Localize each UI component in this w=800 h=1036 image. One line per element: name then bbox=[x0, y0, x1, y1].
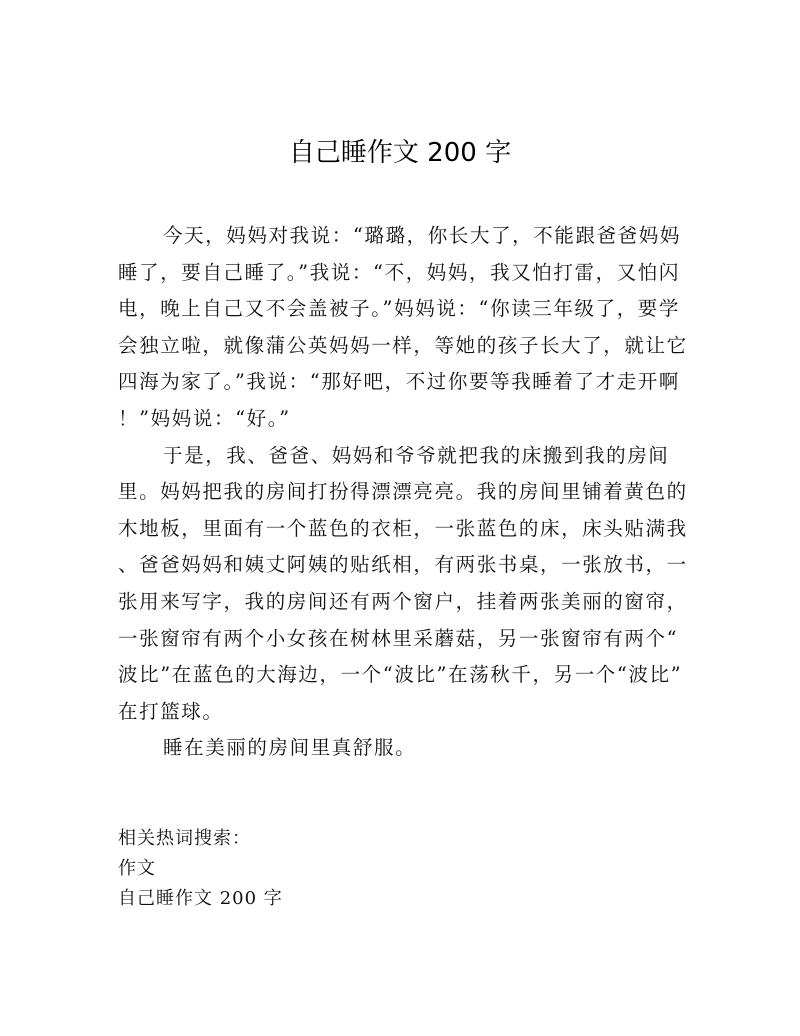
paragraph-2-line-3: 木地板，里面有一个蓝色的衣柜，一张蓝色的床，床头贴满我 bbox=[118, 516, 688, 540]
paragraph-2-line-7: 波比”在蓝色的大海边，一个“波比”在荡秋千，另一个“波比” bbox=[118, 663, 683, 687]
essay-body bbox=[118, 218, 688, 767]
paragraph-2-line-8: 在打篮球。 bbox=[118, 699, 224, 723]
related-term: 自己睡作文 200 字 bbox=[118, 888, 283, 909]
paragraph-1-line-3: 电，晚上自己又不会盖被子。”妈妈说：“你读三年级了，要学 bbox=[118, 297, 680, 321]
related-term: 作文 bbox=[118, 858, 156, 879]
paragraph-1-line-4: 会独立啦，就像蒲公英妈妈一样，等她的孩子长大了，就让它 bbox=[118, 333, 688, 357]
paragraph-2-line-2: 里。妈妈把我的房间打扮得漂漂亮亮。我的房间里铺着黄色的 bbox=[118, 480, 688, 504]
related-search-section bbox=[118, 824, 684, 914]
paragraph-1-line-2: 睡了，要自己睡了。”我说：“不，妈妈，我又怕打雷，又怕闪 bbox=[118, 260, 680, 284]
paragraph-3-line-1: 睡在美丽的房间里真舒服。 bbox=[163, 736, 417, 760]
paragraph-2-line-6: 一张窗帘有两个小女孩在树林里采蘑菇，另一张窗帘有两个“ bbox=[118, 626, 679, 650]
paragraph-1-line-5: 四海为家了。”我说：“那好吧，不过你要等我睡着了才走开啊 bbox=[118, 370, 680, 394]
paragraph-1-line-1: 今天，妈妈对我说：“璐璐，你长大了，不能跟爸爸妈妈 bbox=[163, 224, 681, 247]
paragraph-2-line-1: 于是，我、爸爸、妈妈和爷爷就把我的床搬到我的房间 bbox=[163, 443, 670, 467]
related-search-label: 相关热词搜索： bbox=[118, 828, 251, 849]
paragraph-2-line-4: 、爸爸妈妈和姨丈阿姨的贴纸相，有两张书桌，一张放书，一 bbox=[118, 553, 688, 577]
paragraph-1-line-6: ！”妈妈说：“好。” bbox=[118, 406, 291, 430]
paragraph-2-line-5: 张用来写字，我的房间还有两个窗户，挂着两张美丽的窗帘， bbox=[118, 589, 688, 613]
page-title: 自己睡作文 200 字 bbox=[288, 138, 512, 168]
